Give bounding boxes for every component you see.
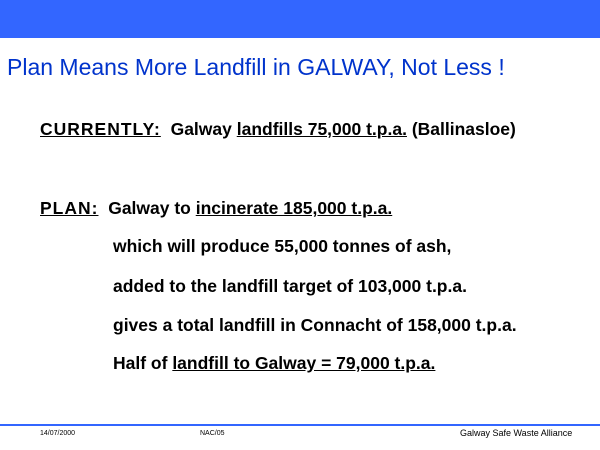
footer-date: 14/07/2000 — [40, 430, 76, 437]
currently-underlined: landfills 75,000 t.p.a. — [236, 119, 407, 139]
currently-label: CURRENTLY: — [40, 119, 161, 139]
total-line: gives a total landfill in Connacht of 158,000 t.p.a. — [113, 315, 517, 335]
footer-divider — [0, 424, 600, 426]
plan-pre: Galway to — [108, 198, 196, 218]
plan-line — [40, 200, 392, 218]
currently-post: (Ballinasloe) — [406, 119, 516, 139]
target-line: added to the landfill target of 103,000 t.p.a. — [113, 276, 467, 296]
footer-organization: Galway Safe Waste Alliance — [460, 428, 573, 438]
currently-line — [40, 121, 516, 139]
slide-title: Plan Means More Landfill in GALWAY, Not Less ! — [7, 54, 505, 80]
plan-underlined: incinerate 185,000 t.p.a. — [195, 198, 393, 218]
half-line — [113, 355, 435, 373]
top-banner-bar — [0, 0, 600, 38]
half-pre: Half of — [113, 353, 173, 373]
footer-code: NAC/05 — [200, 430, 225, 437]
plan-label: PLAN: — [40, 198, 99, 218]
ash-line: which will produce 55,000 tonnes of ash, — [113, 236, 452, 256]
half-underlined: landfill to Galway = 79,000 t.p.a. — [172, 353, 436, 373]
currently-pre: Galway — [170, 119, 237, 139]
